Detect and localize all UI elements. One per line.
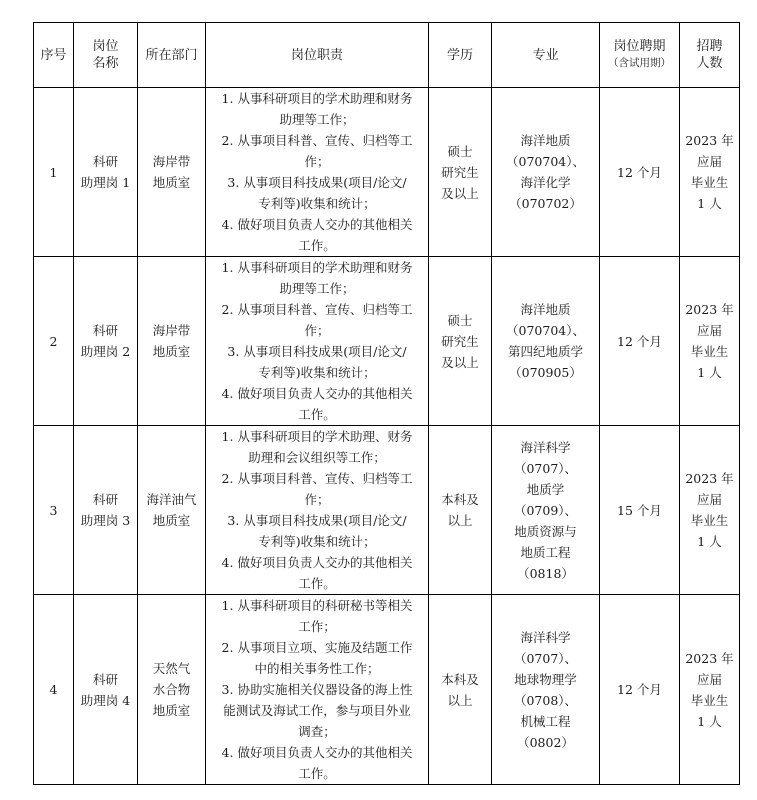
- cell-dept: 海岸带 地质室: [138, 88, 206, 257]
- recruitment-table: [33, 22, 740, 785]
- cell-count: 2023 年 应届 毕业生 1 人: [680, 257, 740, 426]
- cell-dept: 海洋油气 地质室: [138, 426, 206, 595]
- cell-edu: 硕士 研究生 及以上: [429, 257, 492, 426]
- cell-duty: 1. 从事科研项目的学术助理、财务 助理和会议组织等工作； 2. 从事项目科普、宣传、归档等工 作； 3. 从事项目科技成果(项目/论文/ 专利等)收集和统计； 4. 做好项目负责人交办的其他相关 工作。: [206, 426, 429, 595]
- cell-dept: 海岸带 地质室: [138, 257, 206, 426]
- cell-seq: 3: [34, 426, 74, 595]
- cell-count: 2023 年 应届 毕业生 1 人: [680, 88, 740, 257]
- cell-count: 2023 年 应届 毕业生 1 人: [680, 595, 740, 785]
- cell-major: 海洋地质 （070704）、 第四纪地质学 （070905）: [492, 257, 600, 426]
- cell-major: 海洋科学 （0707）、 地球物理学 （0708）、 机械工程 （0802）: [492, 595, 600, 785]
- cell-seq: 2: [34, 257, 74, 426]
- cell-post: 科研 助理岗 4: [74, 595, 138, 785]
- table-row: [34, 88, 740, 257]
- cell-post: 科研 助理岗 1: [74, 88, 138, 257]
- header-duty: 岗位职责: [206, 23, 429, 88]
- header-seq: 序号: [34, 23, 74, 88]
- table-row: [34, 426, 740, 595]
- header-post: 岗位 名称: [74, 23, 138, 88]
- cell-term: 12 个月: [600, 595, 680, 785]
- cell-term: 12 个月: [600, 88, 680, 257]
- cell-edu: 本科及 以上: [429, 426, 492, 595]
- cell-seq: 4: [34, 595, 74, 785]
- cell-duty: 1. 从事科研项目的学术助理和财务 助理等工作； 2. 从事项目科普、宣传、归档等工 作； 3. 从事项目科技成果(项目/论文/ 专利等)收集和统计； 4. 做好项目负责人交办的其他相关 工作。: [206, 88, 429, 257]
- cell-count: 2023 年 应届 毕业生 1 人: [680, 426, 740, 595]
- cell-major: 海洋科学 （0707）、 地质学 （0709）、 地质资源与 地质工程 （0818）: [492, 426, 600, 595]
- cell-dept: 天然气 水合物 地质室: [138, 595, 206, 785]
- header-count: 招聘 人数: [680, 23, 740, 88]
- header-dept: 所在部门: [138, 23, 206, 88]
- cell-edu: 硕士 研究生 及以上: [429, 88, 492, 257]
- cell-post: 科研 助理岗 2: [74, 257, 138, 426]
- table-row: [34, 595, 740, 785]
- cell-term: 12 个月: [600, 257, 680, 426]
- cell-post: 科研 助理岗 3: [74, 426, 138, 595]
- cell-seq: 1: [34, 88, 74, 257]
- cell-major: 海洋地质 （070704）、 海洋化学 （070702）: [492, 88, 600, 257]
- table-row: [34, 257, 740, 426]
- cell-duty: 1. 从事科研项目的科研秘书等相关 工作； 2. 从事项目立项、实施及结题工作 中的相关事务性工作； 3. 协助实施相关仪器设备的海上性 能测试及海试工作，参与项目外业 调查； 4. 做好项目负责人交办的其他相关 工作。: [206, 595, 429, 785]
- header-term: 岗位聘期 （含试用期）: [600, 23, 680, 88]
- header-major: 专业: [492, 23, 600, 88]
- cell-duty: 1. 从事科研项目的学术助理和财务 助理等工作； 2. 从事项目科普、宣传、归档等工 作； 3. 从事项目科技成果(项目/论文/ 专利等)收集和统计； 4. 做好项目负责人交办的其他相关 工作。: [206, 257, 429, 426]
- header-edu: 学历: [429, 23, 492, 88]
- cell-term: 15 个月: [600, 426, 680, 595]
- cell-edu: 本科及 以上: [429, 595, 492, 785]
- header-row: [34, 23, 740, 88]
